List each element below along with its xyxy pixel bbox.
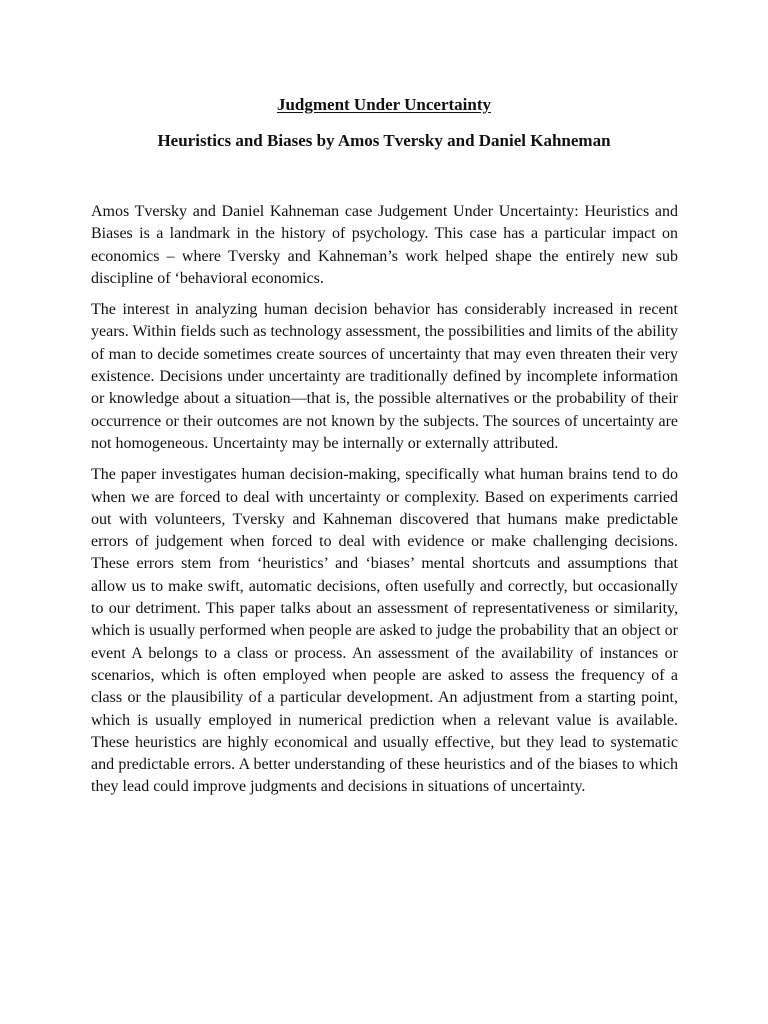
paragraph-background: The interest in analyzing human decision behavior has considerably increased in recent years. Within fields such as technology assessment, the possibilities and limits of the ability of man to decide sometimes create sources of uncertainty that may even threaten their very existence. Decisions under uncertainty are traditionally defined by incomplete information or knowledge about a situation—that is, the possible alternatives or the probability of their occurrence or their outcomes are not known by the subjects. The sources of uncertainty are not homogeneous. Uncertainty may be internally or externally attributed. bbox=[91, 301, 678, 452]
paragraph-findings: The paper investigates human decision-making, specifically what human brains tend to do when we are forced to deal with uncertainty or complexity. Based on experiments carried out with volunteers, Tversky and Kahneman discovered that humans make predictable errors of judgement when forced to deal with evidence or make challenging decisions. These errors stem from ‘heuristics’ and ‘biases’ mental shortcuts and assumptions that allow us to make swift, automatic decisions, often usefully and correctly, but occasionally to our detriment. This paper talks about an assessment of representativeness or similarity, which is usually performed when people are asked to judge the probability that an object or event A belongs to a class or process. An assessment of the availability of instances or scenarios, which is often employed when people are asked to assess the frequency of a class or the plausibility of a particular development. An adjustment from a starting point, which is usually employed in numerical prediction when a relevant value is available. These heuristics are highly economical and usually effective, but they lead to systematic and predictable errors. A better understanding of these heuristics and of the biases to which they lead could improve judgments and decisions in situations of uncertainty. bbox=[91, 466, 678, 796]
document-subtitle: Heuristics and Biases by Amos Tversky and Daniel Kahneman bbox=[157, 131, 611, 150]
document-title: Judgment Under Uncertainty bbox=[276, 95, 492, 114]
paragraph-intro: Amos Tversky and Daniel Kahneman case Judgement Under Uncertainty: Heuristics and Biases is a landmark in the history of psychology. This case has a particular impact on economics – where Tversky and Kahneman’s work helped shape the entirely new sub discipline of ‘behavioral economics. bbox=[91, 203, 678, 287]
document-body bbox=[91, 201, 678, 808]
